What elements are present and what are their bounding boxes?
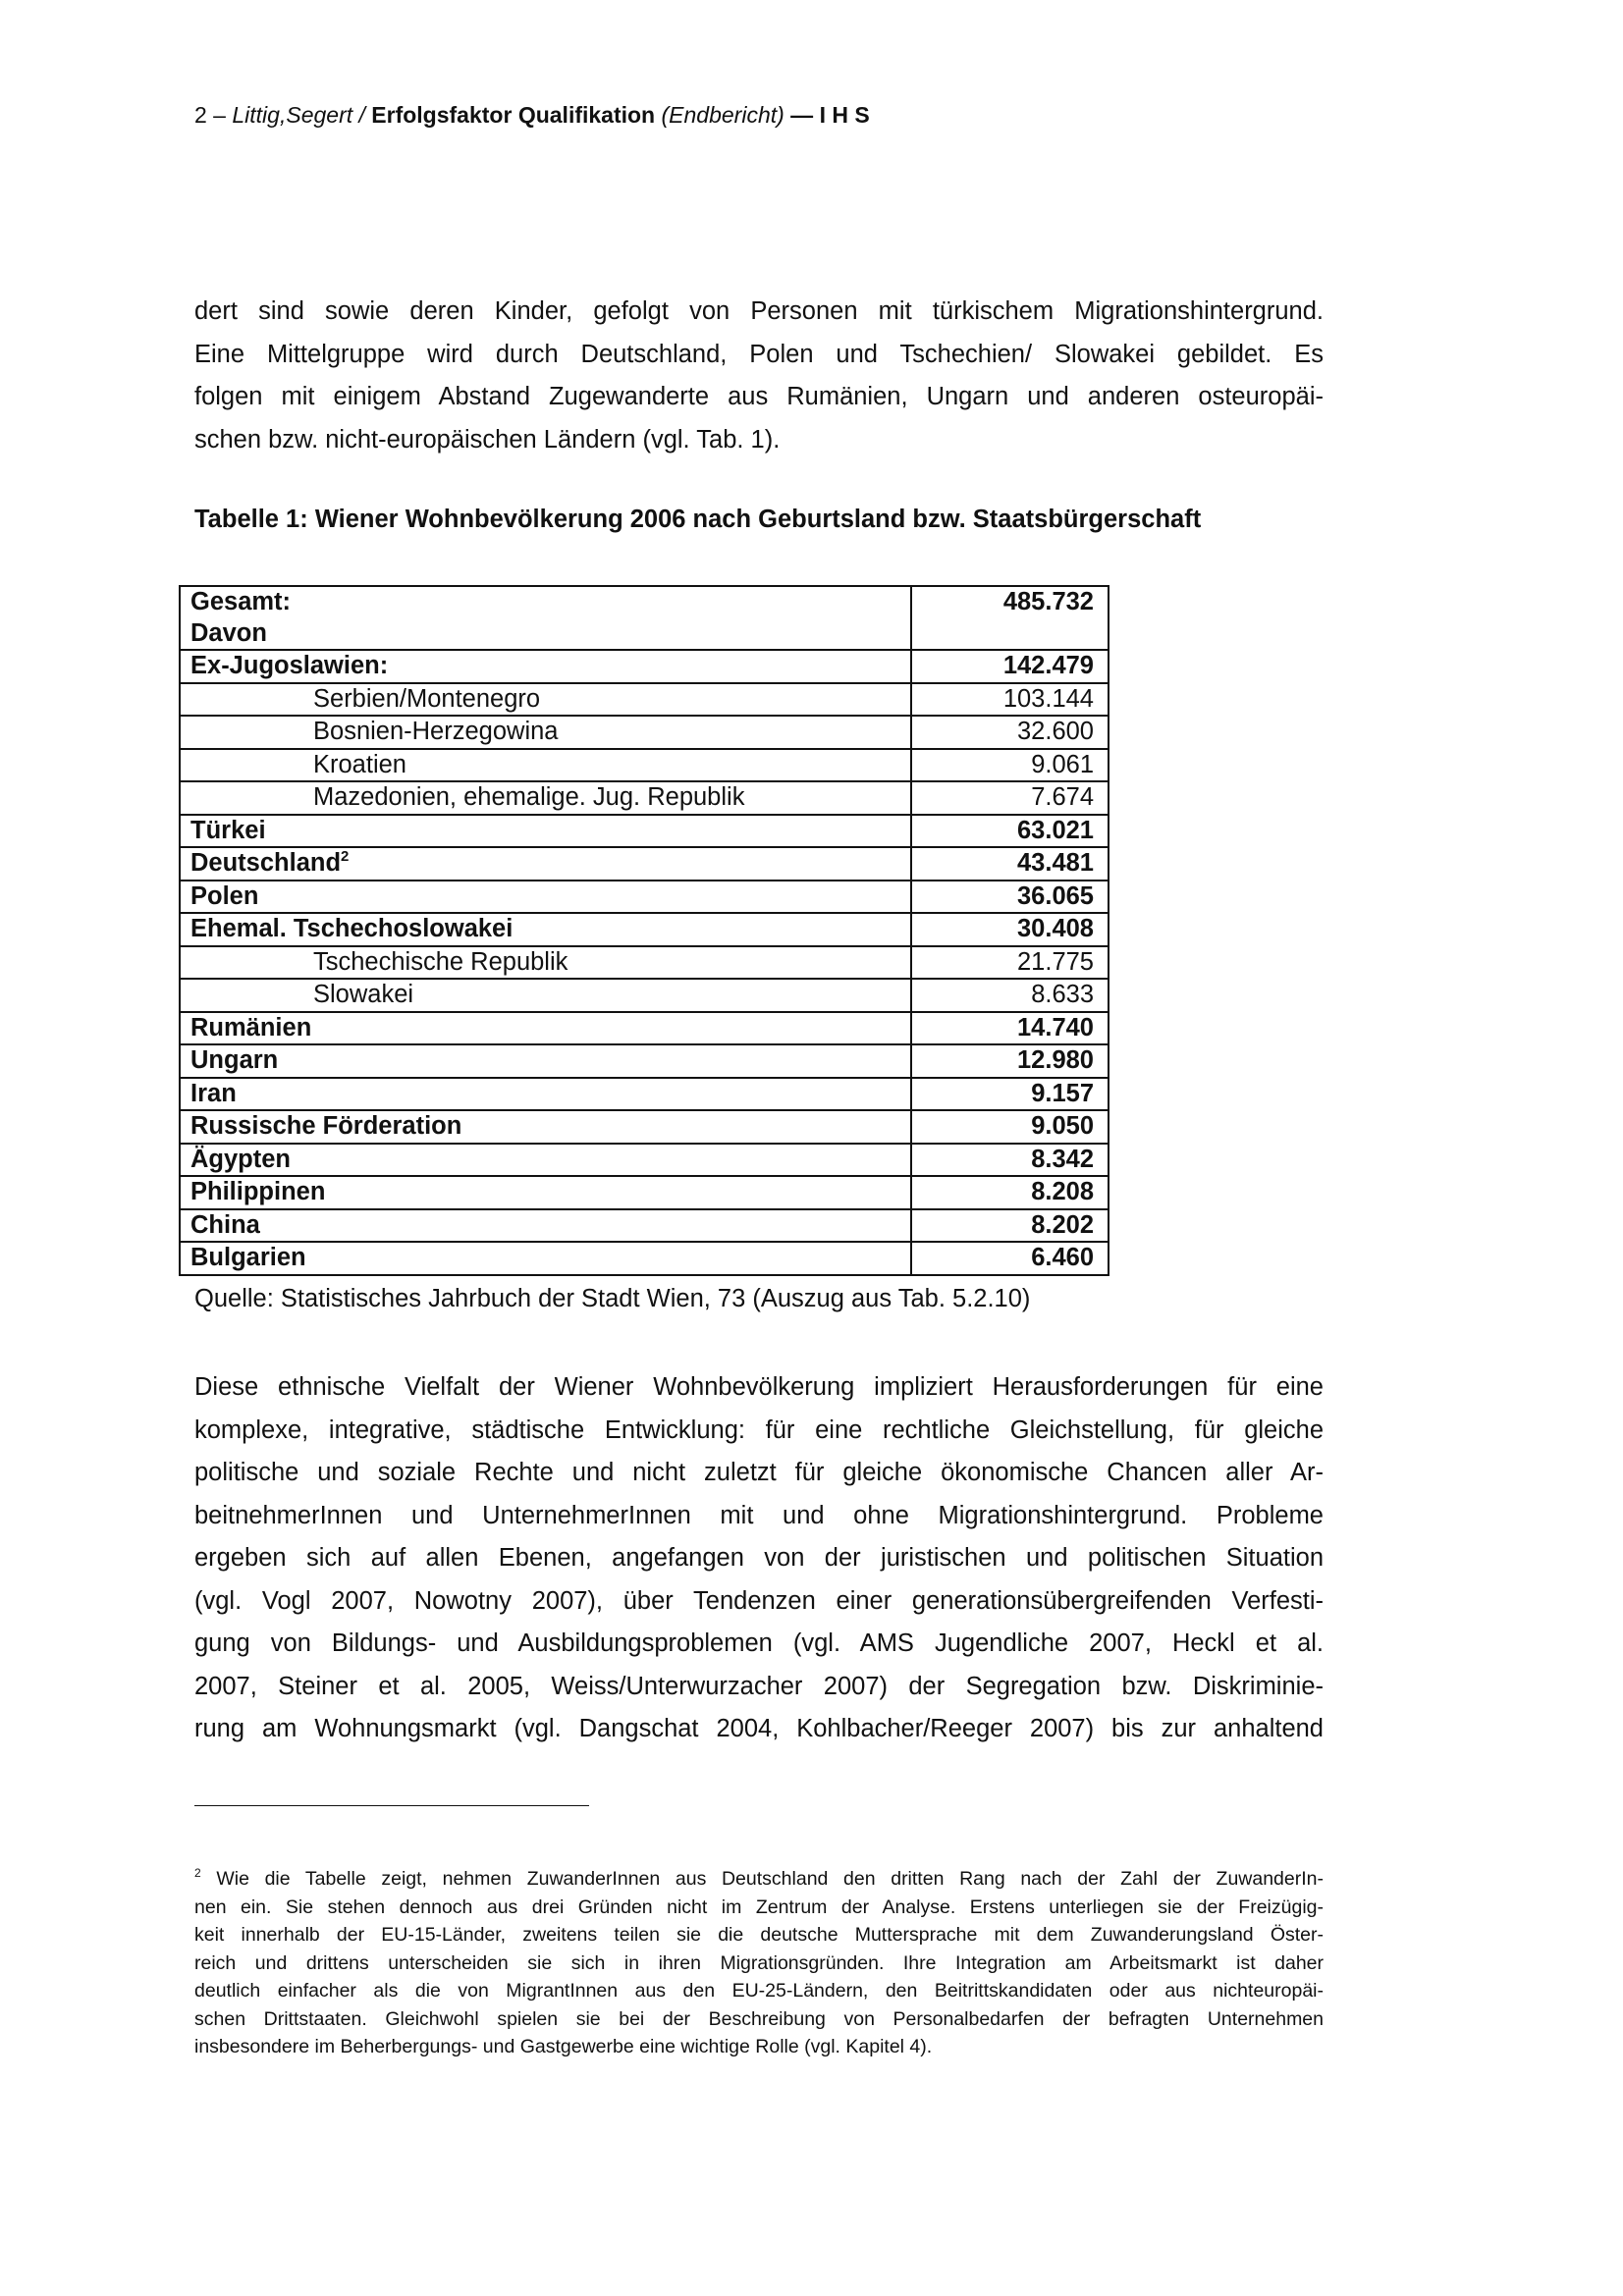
table-cell-label: Mazedonien, ehemalige. Jug. Republik xyxy=(180,781,911,815)
table-cell-value: 8.208 xyxy=(911,1176,1109,1209)
table-cell-value: 9.157 xyxy=(911,1078,1109,1111)
header-institute: — I H S xyxy=(784,102,870,128)
table-cell-value: 8.202 xyxy=(911,1209,1109,1243)
table-cell-value: 9.050 xyxy=(911,1110,1109,1144)
table-cell-value: 8.342 xyxy=(911,1144,1109,1177)
table-row xyxy=(180,979,1109,1012)
header-dash: – xyxy=(206,102,233,128)
table-cell-label: China xyxy=(180,1209,911,1243)
table-cell-value: 43.481 xyxy=(911,847,1109,881)
text-line: keit innerhalb der EU-15-Länder, zweitens teilen sie die deutsche Muttersprache mit dem Zuwanderungsland Öster- xyxy=(194,1924,1324,1946)
table-cell-label: Türkei xyxy=(180,815,911,848)
footnote-text: Wie die Tabelle zeigt, nehmen ZuwanderInnen aus Deutschland den dritten Rang nach der Zahl der ZuwanderIn- xyxy=(200,1868,1324,1890)
text-line: komplexe, integrative, städtische Entwicklung: für eine rechtliche Gleichstellung, für gleiche xyxy=(194,1415,1324,1444)
table-cell-value: 9.061 xyxy=(911,749,1109,782)
header-authors: Littig,Segert / xyxy=(232,102,365,128)
table-cell-label: Slowakei xyxy=(180,979,911,1012)
table-cell-value: 8.633 xyxy=(911,979,1109,1012)
table-row xyxy=(180,781,1109,815)
running-header xyxy=(194,102,870,129)
table-row xyxy=(180,716,1109,749)
table-cell-label: Rumänien xyxy=(180,1012,911,1045)
table-cell-label: Bosnien-Herzegowina xyxy=(180,716,911,749)
footnote-ref[interactable]: 2 xyxy=(341,848,350,865)
table-cell-value: 36.065 xyxy=(911,881,1109,914)
table-cell-value: 12.980 xyxy=(911,1044,1109,1078)
table-row xyxy=(180,881,1109,914)
table-cell-value: 14.740 xyxy=(911,1012,1109,1045)
text-line: folgen mit einigem Abstand Zugewanderte aus Rumänien, Ungarn und anderen osteuropäi- xyxy=(194,383,1324,410)
table-row xyxy=(180,683,1109,717)
table-row xyxy=(180,946,1109,980)
table-cell-value: 32.600 xyxy=(911,716,1109,749)
text-line: insbesondere im Beherbergungs- und Gastgewerbe eine wichtige Rolle (vgl. Kapitel 4). xyxy=(194,2036,933,2057)
table-row xyxy=(180,1078,1109,1111)
text-line: Eine Mittelgruppe wird durch Deutschland, Polen und Tschechien/ Slowakei gebildet. Es xyxy=(194,340,1324,368)
footnote xyxy=(194,1865,1324,2061)
table-row xyxy=(180,1209,1109,1243)
table-cell-label: Russische Förderation xyxy=(180,1110,911,1144)
table-cell-value: 485.732 xyxy=(911,586,1109,650)
text-line: (vgl. Vogl 2007, Nowotny 2007), über Tendenzen einer generationsübergreifenden Verfesti- xyxy=(194,1586,1324,1615)
table-cell-label: Polen xyxy=(180,881,911,914)
table-cell-label: Serbien/Montenegro xyxy=(180,683,911,717)
text-line: politische und soziale Rechte und nicht zuletzt für gleiche ökonomische Chancen aller Ar- xyxy=(194,1459,1324,1486)
table-cell-label: Ungarn xyxy=(180,1044,911,1078)
table-row xyxy=(180,1110,1109,1144)
table-row xyxy=(180,650,1109,683)
table-cell-label: Ex-Jugoslawien: xyxy=(180,650,911,683)
table-row xyxy=(180,1176,1109,1209)
text-line: 2007, Steiner et al. 2005, Weiss/Unterwurzacher 2007) der Segregation bzw. Diskriminie- xyxy=(194,1672,1324,1700)
table-cell-value: 30.408 xyxy=(911,913,1109,946)
table-cell-label xyxy=(180,586,911,650)
total-label: Gesamt: xyxy=(190,588,292,615)
table-row xyxy=(180,913,1109,946)
text-line: schen Drittstaaten. Gleichwohl spielen sie bei der Beschreibung von Personalbedarfen der befragten Unternehmen xyxy=(194,2007,1324,2030)
footnote-marker: 2 xyxy=(194,1866,201,1880)
table-cell-value: 103.144 xyxy=(911,683,1109,717)
table-source: Quelle: Statistisches Jahrbuch der Stadt Wien, 73 (Auszug aus Tab. 5.2.10) xyxy=(194,1285,1031,1312)
row-label: Deutschland xyxy=(190,849,342,877)
table-cell-value: 6.460 xyxy=(911,1242,1109,1275)
page-number: 2 xyxy=(194,102,207,128)
table-cell-value: 142.479 xyxy=(911,650,1109,683)
text-line xyxy=(194,1865,1324,1894)
table-cell-label: Kroatien xyxy=(180,749,911,782)
table-cell-value: 7.674 xyxy=(911,781,1109,815)
table-cell-label: Tschechische Republik xyxy=(180,946,911,980)
table-row xyxy=(180,1144,1109,1177)
table-row xyxy=(180,749,1109,782)
paragraph-diversity xyxy=(194,1366,1324,1751)
text-line: Diese ethnische Vielfalt der Wiener Wohnbevölkerung impliziert Herausforderungen für eine xyxy=(194,1373,1324,1401)
text-line: deutlich einfacher als die von MigrantInnen aus den EU-25-Ländern, den Beitrittskandidaten oder aus nichteuropäi- xyxy=(194,1980,1324,2002)
population-table xyxy=(179,585,1109,1276)
text-line: schen bzw. nicht-europäischen Ländern (vgl. Tab. 1). xyxy=(194,425,781,454)
paragraph-intro xyxy=(194,291,1324,461)
table-row xyxy=(180,815,1109,848)
table-caption: Tabelle 1: Wiener Wohnbevölkerung 2006 nach Geburtsland bzw. Staatsbürgerschaft xyxy=(194,506,1202,533)
text-line: beitnehmerInnen und UnternehmerInnen mit und ohne Migrationshintergrund. Probleme xyxy=(194,1501,1324,1529)
table-row xyxy=(180,1044,1109,1078)
table-row xyxy=(180,1012,1109,1045)
table-cell-label xyxy=(180,847,911,881)
text-line: nen ein. Sie stehen dennoch aus drei Gründen nicht im Zentrum der Analyse. Erstens unterliegen sie der Freizügig- xyxy=(194,1896,1324,1918)
text-line: dert sind sowie deren Kinder, gefolgt von Personen mit türkischem Migrationshintergrund. xyxy=(194,297,1324,325)
davon-label: Davon xyxy=(190,618,267,647)
text-line: ergeben sich auf allen Ebenen, angefangen von der juristischen und politischen Situation xyxy=(194,1544,1324,1572)
text-line: gung von Bildungs- und Ausbildungsproblemen (vgl. AMS Jugendliche 2007, Heckl et al. xyxy=(194,1629,1324,1657)
table-row xyxy=(180,1242,1109,1275)
table-cell-label: Iran xyxy=(180,1078,911,1111)
header-subtitle: (Endbericht) xyxy=(661,102,784,128)
text-line: reich und drittens unterscheiden sie sich in ihren Migrationsgründen. Ihre Integration am Arbeitsmarkt ist daher xyxy=(194,1951,1324,1974)
table-cell-label: Ehemal. Tschechoslowakei xyxy=(180,913,911,946)
table-cell-value: 21.775 xyxy=(911,946,1109,980)
table-row-total xyxy=(180,586,1109,650)
table-cell-label: Ägypten xyxy=(180,1144,911,1177)
table-cell-label: Bulgarien xyxy=(180,1242,911,1275)
table-cell-value: 63.021 xyxy=(911,815,1109,848)
footnote-separator xyxy=(194,1805,589,1806)
table-row xyxy=(180,847,1109,881)
header-title: Erfolgsfaktor Qualifikation xyxy=(371,102,656,128)
text-line: rung am Wohnungsmarkt (vgl. Dangschat 2004, Kohlbacher/Reeger 2007) bis zur anhaltend xyxy=(194,1715,1324,1742)
table-cell-label: Philippinen xyxy=(180,1176,911,1209)
